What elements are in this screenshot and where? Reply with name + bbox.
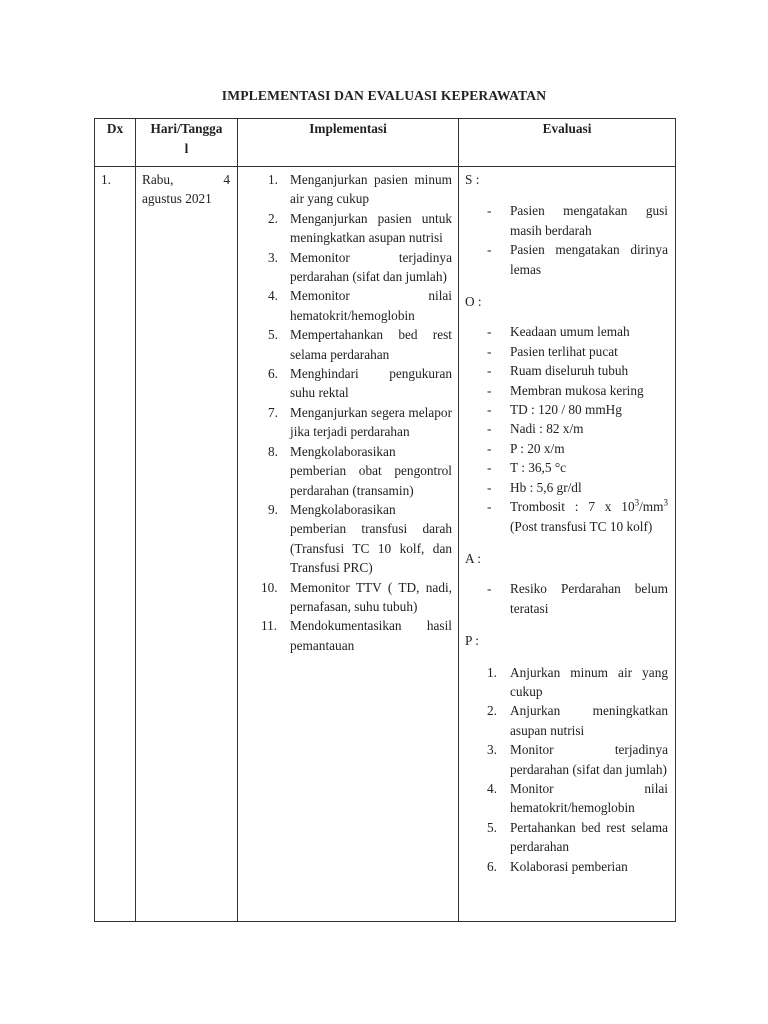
table-row — [95, 167, 676, 922]
objective-list — [459, 322, 675, 497]
item-text: Pasien mengatakan gusi masih berdarah — [510, 203, 668, 238]
dash-marker: - — [487, 324, 492, 340]
assessment-list — [459, 579, 675, 618]
list-item — [238, 170, 458, 209]
dash-marker: - — [487, 421, 492, 437]
list-item — [459, 857, 675, 876]
list-item — [238, 364, 458, 403]
list-item — [238, 286, 458, 325]
item-number: 3. — [487, 742, 497, 758]
item-number: 8. — [268, 443, 278, 459]
plan-label: P : — [465, 633, 479, 649]
cell-implementasi — [238, 167, 459, 922]
date-text — [136, 167, 237, 209]
list-item — [459, 419, 675, 438]
item-number: 6. — [487, 858, 497, 874]
item-number: 5. — [268, 327, 278, 343]
list-item — [459, 240, 675, 279]
list-item — [238, 325, 458, 364]
dash-marker: - — [487, 363, 492, 379]
trombosit-sup2: 3 — [663, 497, 668, 508]
document-title: IMPLEMENTASI DAN EVALUASI KEPERAWATAN — [221, 88, 547, 103]
item-text: Hb : 5,6 gr/dl — [510, 479, 582, 495]
header-implementasi: Implementasi — [238, 119, 459, 167]
header-hari-line2: l — [184, 140, 189, 156]
list-item — [238, 442, 458, 500]
item-text: Pertahankan bed rest selama perdarahan — [510, 819, 668, 855]
list-item — [459, 381, 675, 400]
list-item — [459, 579, 675, 618]
subjective-label: S : — [465, 172, 480, 187]
nursing-table — [94, 118, 676, 922]
item-number: 4. — [268, 288, 278, 304]
header-dx: Dx — [95, 119, 136, 167]
list-item — [459, 458, 675, 477]
item-text: Ruam diseluruh tubuh — [510, 363, 629, 379]
cell-evaluasi — [459, 167, 676, 922]
list-item — [459, 818, 675, 857]
item-text: Anjurkan minum air yang cukup — [510, 664, 668, 699]
subjective-list — [459, 201, 675, 279]
item-text: Nadi : 82 x/m — [510, 421, 584, 437]
table-header-row — [95, 119, 676, 167]
list-item — [459, 663, 675, 702]
list-item — [238, 616, 458, 655]
dash-marker: - — [487, 203, 492, 219]
item-text: Mempertahankan bed rest selama perdarahan — [290, 327, 452, 362]
item-text: Memonitor terjadinya perdarahan (sifat dan jumlah) — [290, 249, 452, 285]
list-item — [238, 403, 458, 442]
item-text: Mendokumentasikan hasil pemantauan — [290, 618, 452, 653]
dash-marker: - — [487, 479, 492, 495]
trombosit-sup1: 3 — [634, 497, 640, 508]
item-text: Memonitor nilai hematokrit/hemoglobin — [290, 288, 452, 323]
date-day: Rabu, — [142, 172, 174, 187]
list-item — [459, 740, 675, 779]
date-line2: agustus 2021 — [142, 191, 212, 207]
dash-marker: - — [487, 382, 492, 398]
item-text: Resiko Perdarahan belum teratasi — [510, 581, 668, 616]
dash-marker: - — [487, 343, 492, 359]
date-num: 4 — [223, 172, 230, 187]
item-text: Monitor nilai hematokrit/hemoglobin — [510, 780, 668, 816]
header-hari-line1: Hari/Tangga — [150, 121, 223, 136]
implementasi-list — [238, 170, 458, 655]
item-text: TD : 120 / 80 mmHg — [510, 402, 622, 418]
list-item — [459, 439, 675, 458]
item-number: 11. — [261, 618, 278, 634]
item-text: Kolaborasi pemberian — [510, 858, 628, 874]
list-item — [459, 322, 675, 341]
cell-dx — [95, 167, 136, 922]
dash-marker: - — [487, 581, 492, 597]
objective-label: O : — [465, 294, 482, 310]
list-item — [459, 361, 675, 380]
item-text: Menganjurkan pasien minum air yang cukup — [290, 172, 452, 207]
list-item — [238, 209, 458, 248]
header-hari-tanggal — [136, 119, 238, 167]
item-text: Monitor terjadinya perdarahan (sifat dan jumlah) — [510, 742, 668, 777]
trombosit-list — [459, 497, 675, 536]
item-number: 2. — [268, 210, 278, 226]
item-text: Membran mukosa kering — [510, 382, 644, 398]
item-text: Anjurkan meningkatkan asupan nutrisi — [510, 703, 668, 738]
cell-date — [136, 167, 238, 922]
list-item: - Trombosit : 7 x $10^3/mm^3$ (Post transfusi TC 10 kolf) — [487, 497, 668, 534]
trombosit-pre: Trombosit : 7 x 10 — [510, 499, 635, 515]
item-text: Mengkolaborasikan pemberian transfusi darah (Transfusi TC 10 kolf, dan Transfusi PRC) — [290, 501, 452, 576]
item-text: Menganjurkan pasien untuk meningkatkan asupan nutrisi — [290, 210, 452, 246]
item-number: 6. — [268, 366, 278, 382]
item-number: 1. — [268, 172, 278, 187]
assessment-label: A : — [465, 550, 481, 566]
list-item — [238, 578, 458, 617]
item-number: 3. — [268, 249, 278, 265]
item-text: Menganjurkan segera melapor jika terjadi perdarahan — [290, 404, 452, 440]
item-number: 9. — [268, 501, 278, 517]
item-number: 1. — [487, 664, 497, 680]
item-text: Memonitor TTV ( TD, nadi, pernafasan, suhu tubuh) — [290, 579, 452, 614]
item-text: Keadaan umum lemah — [510, 324, 630, 340]
list-item — [459, 701, 675, 740]
list-item — [459, 400, 675, 419]
list-item — [459, 779, 675, 818]
header-evaluasi: Evaluasi — [459, 119, 676, 167]
trombosit-mid: /mm — [639, 499, 664, 515]
dash-marker: - — [487, 440, 492, 456]
list-item — [459, 201, 675, 240]
dash-marker: - — [487, 242, 492, 258]
item-text: Pasien mengatakan dirinya lemas — [510, 242, 668, 277]
dash-marker: - — [487, 460, 492, 476]
item-text: Menghindari pengukuran suhu rektal — [290, 366, 452, 401]
list-item — [459, 342, 675, 361]
item-text: Mengkolaborasikan pemberian obat pengontrol perdarahan (transamin) — [290, 443, 452, 498]
item-number: 2. — [487, 703, 497, 719]
item-text: P : 20 x/m — [510, 440, 565, 456]
item-text: T : 36,5 °c — [510, 460, 567, 476]
dash-marker: - — [487, 402, 492, 418]
list-item — [238, 248, 458, 287]
dx-number: 1. — [101, 172, 111, 187]
item-number: 5. — [487, 819, 497, 835]
plan-list — [459, 663, 675, 876]
item-number: 7. — [268, 404, 278, 420]
list-item — [459, 478, 675, 497]
item-text: Pasien terlihat pucat — [510, 343, 618, 359]
item-number: 4. — [487, 780, 497, 796]
list-item — [238, 500, 458, 578]
item-number: 10. — [261, 579, 278, 595]
trombosit-post: (Post transfusi TC 10 kolf) — [510, 518, 653, 534]
